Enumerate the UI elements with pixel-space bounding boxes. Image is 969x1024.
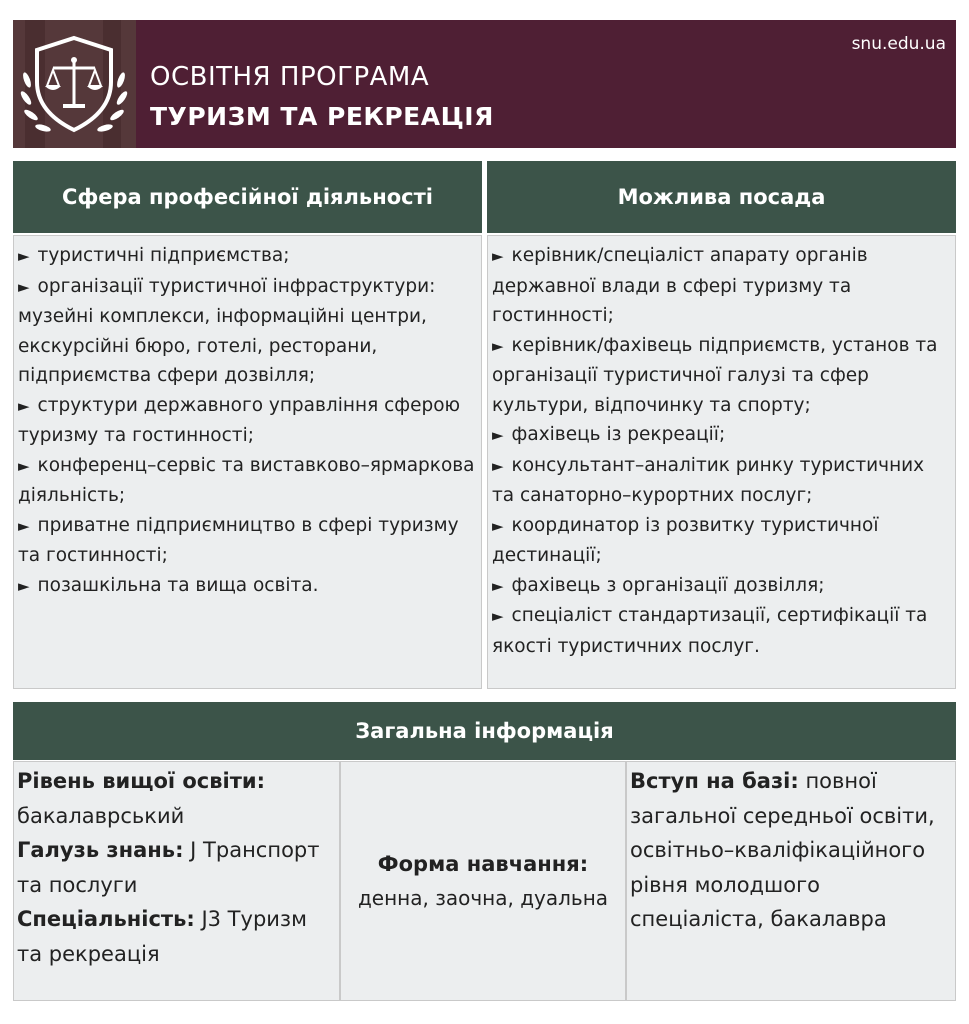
admission-basis-cell bbox=[626, 761, 956, 1001]
header-banner bbox=[13, 20, 956, 148]
banner-pretitle: ОСВІТНЯ ПРОГРАМА bbox=[150, 62, 430, 92]
admission-basis-label: Вступ на базі: bbox=[630, 769, 799, 793]
specialty-value: J3 Туризм та рекреація bbox=[17, 907, 307, 966]
list-item: ► координатор із розвитку туристичної дестинації; bbox=[492, 514, 879, 566]
bullet-icon: ► bbox=[18, 247, 30, 265]
scales-laurel-icon bbox=[13, 20, 136, 148]
professional-sphere-box bbox=[13, 235, 482, 689]
bullet-icon: ► bbox=[18, 516, 30, 535]
list-item: ► структури державного управління сферою туризму та гостинності; bbox=[18, 394, 461, 446]
bullet-icon: ► bbox=[492, 336, 504, 355]
bullet-icon: ► bbox=[18, 277, 30, 296]
banner-title: ТУРИЗМ ТА РЕКРЕАЦІЯ bbox=[150, 102, 494, 131]
list-item: ► організації туристичної інфраструктури: музейні комплекси, інформаційні центри, екскурсійні бюро, готелі, ресторани, підприємства сфери дозвілля; bbox=[18, 275, 436, 386]
list-item: ► керівник/фахівець підприємств, установ та організації туристичної галузі та сфер культури, відпочинку та спорту; bbox=[492, 334, 938, 416]
bullet-icon: ► bbox=[492, 516, 504, 535]
specialty-label: Спеціальність: bbox=[17, 907, 195, 931]
general-info-header: Загальна інформація bbox=[13, 702, 956, 760]
bullet-icon: ► bbox=[492, 247, 504, 265]
list-item: ► фахівець з організації дозвілля; bbox=[492, 574, 825, 596]
field-label: Галузь знань: bbox=[17, 838, 184, 862]
bullet-icon: ► bbox=[18, 396, 30, 415]
possible-positions-box bbox=[487, 235, 956, 689]
bullet-icon: ► bbox=[18, 456, 30, 475]
education-level-cell bbox=[13, 761, 340, 1001]
list-item: ► приватне підприємництво в сфері туризму та гостинності; bbox=[18, 514, 459, 566]
education-level-value: бакалаврський bbox=[17, 803, 185, 828]
bullet-icon: ► bbox=[492, 456, 504, 475]
study-form-value: денна, заочна, дуальна bbox=[357, 886, 609, 910]
list-item: ► спеціаліст стандартизації, сертифікації та якості туристичних послуг. bbox=[492, 605, 928, 657]
list-item: ► конференц–сервіс та виставково–ярмаркова діяльність; bbox=[18, 454, 475, 506]
list-item: ► позашкільна та вища освіта. bbox=[18, 574, 319, 596]
list-item: ► фахівець із рекреації; bbox=[492, 424, 726, 445]
site-url[interactable]: snu.edu.ua bbox=[851, 34, 946, 54]
field-value: J Транспорт та послуги bbox=[17, 838, 320, 897]
possible-positions-list bbox=[492, 241, 951, 661]
list-item: ► туристичні підприємства; bbox=[18, 245, 290, 266]
education-level-label: Рівень вищої освіти: bbox=[17, 769, 266, 793]
bullet-icon: ► bbox=[492, 576, 504, 595]
admission-basis-value: повної загальної середньої освіти, освітньо–кваліфікаційного рівня молодшого спеціаліста, бакалавра bbox=[630, 769, 935, 931]
list-item: ► керівник/спеціаліст апарату органів державної влади в сфері туризму та гостинності; bbox=[492, 245, 868, 326]
list-item: ► консультант–аналітик ринку туристичних та санаторно–курортних послуг; bbox=[492, 454, 925, 506]
left-column-header: Сфера професійної діяльності bbox=[13, 161, 482, 233]
bullet-icon: ► bbox=[492, 607, 504, 625]
logo bbox=[13, 20, 136, 148]
right-column-header: Можлива посада bbox=[487, 161, 956, 233]
study-form-cell bbox=[340, 761, 626, 1001]
professional-sphere-list bbox=[18, 241, 477, 601]
study-form-label: Форма навчання: bbox=[377, 851, 589, 876]
bullet-icon: ► bbox=[492, 426, 504, 444]
bullet-icon: ► bbox=[18, 576, 30, 595]
